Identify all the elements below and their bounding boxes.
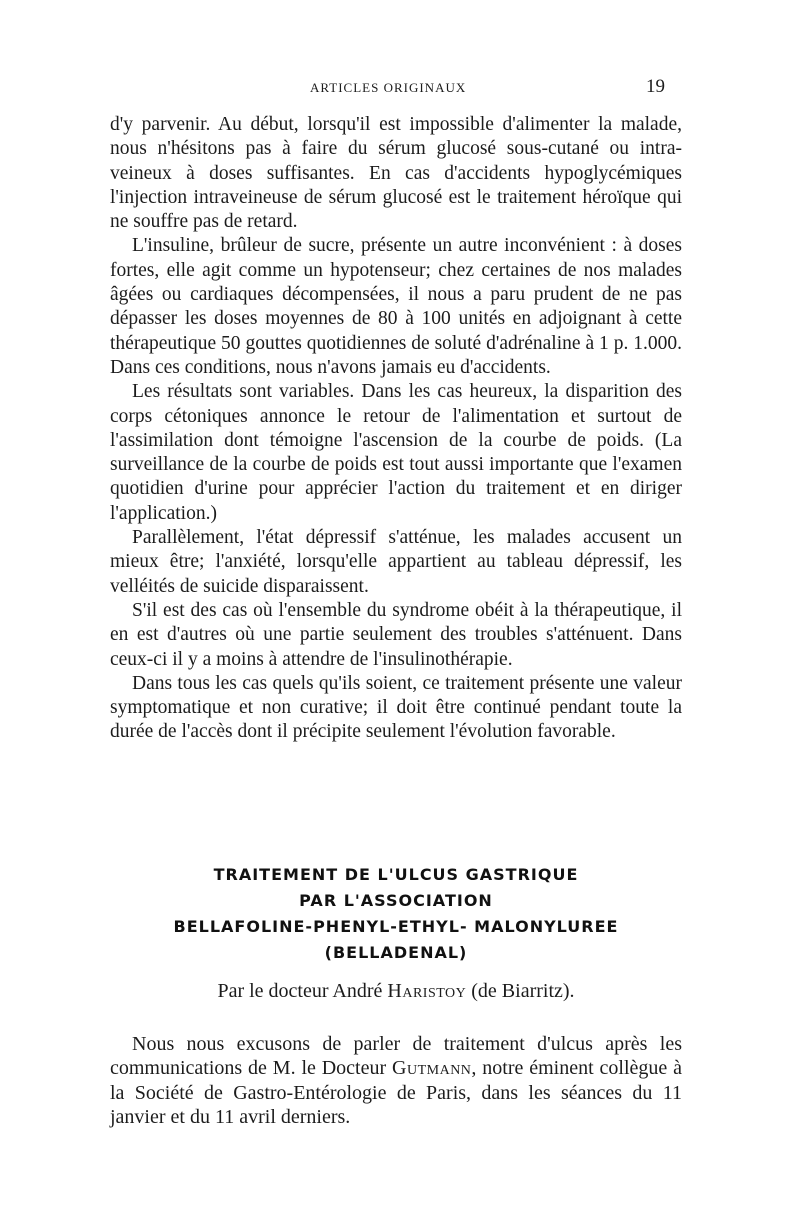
title-line: BELLAFOLINE-PHENYL-ETHYL- MALONYLUREE — [173, 917, 619, 936]
page-number: 19 — [646, 76, 665, 97]
article-title — [110, 862, 682, 966]
paragraph: Dans tous les cas quels qu'ils soient, ce traitement présente une valeur symptomatique et non curative; il doit être continué pendant toute la durée de l'accès dont il précipite seulement l'évolution favorable. — [110, 672, 682, 743]
paragraph — [110, 1032, 682, 1129]
title-line: PAR L'ASSOCIATION — [299, 891, 493, 910]
intro-text — [110, 1032, 682, 1129]
paragraph: L'insuline, brûleur de sucre, présente un autre inconvénient : à doses fortes, elle agit comme un hypotenseur; chez certaines de nos malades âgées ou cardiaques décompensées, il nous a paru prudent de ne pas dépasser les doses moyennes de 80 à 100 unités en adjoignant à cette thérapeutique 50 gouttes quotidiennes de soluté d'adrénaline à 1 p. 1.000. Dans ces conditions, nous n'avons jamais eu d'accidents. — [110, 235, 682, 378]
intro-part: Nous nous excusons de parler de traitement d'ulcus après les communications de M. le Docteur — [110, 1033, 682, 1080]
paragraph: d'y parvenir. Au début, lorsqu'il est impossible d'alimenter la malade, nous n'hésitons pas à faire du sérum glucosé sous-cutané ou intra-veineux à doses suffisantes. En cas d'accidents hypoglycémiques l'injection intraveineuse de sérum glucosé est le traitement héroïque qui ne souffre pas de retard. — [110, 114, 682, 233]
title-line: (BELLADENAL) — [324, 943, 468, 962]
author-surname: Haristoy — [387, 980, 467, 1002]
paragraph: Parallèlement, l'état dépressif s'atténue, les malades accusent un mieux être; l'anxiété, lorsqu'elle appartient au tableau dépressif, les velléités de suicide disparaissent. — [110, 527, 682, 597]
intro-part: , notre éminent collègue à la Société de Gastro-Entérologie de Paris, dans les séances du 11 janvier et du 11 avril derniers. — [110, 1057, 683, 1128]
paragraph: S'il est des cas où l'ensemble du syndrome obéit à la thérapeutique, il en est d'autres où une partie seulement des troubles s'atténuent. Dans ceux-ci il y a moins à attendre de l'insulinothérapie. — [110, 599, 682, 670]
body-text — [110, 113, 682, 745]
running-title: ARTICLES ORIGINAUX — [310, 80, 467, 95]
paragraph: Les résultats sont variables. Dans les cas heureux, la disparition des corps cétoniques annonce le retour de l'alimentation et surtout de l'assimilation dont témoigne l'ascension de la courbe de poids. (La surveillance de la courbe de poids est tout aussi importante que l'examen quotidien d'urine pour apprécier l'action du traitement et en diriger l'application.) — [110, 381, 682, 524]
byline — [110, 980, 682, 1003]
running-header — [0, 78, 800, 102]
byline-prefix: Par le docteur André — [217, 980, 383, 1002]
title-line: TRAITEMENT DE L'ULCUS GASTRIQUE — [213, 865, 579, 884]
cited-name: Gutmann — [392, 1057, 472, 1080]
byline-suffix: (de Biarritz). — [471, 980, 575, 1002]
